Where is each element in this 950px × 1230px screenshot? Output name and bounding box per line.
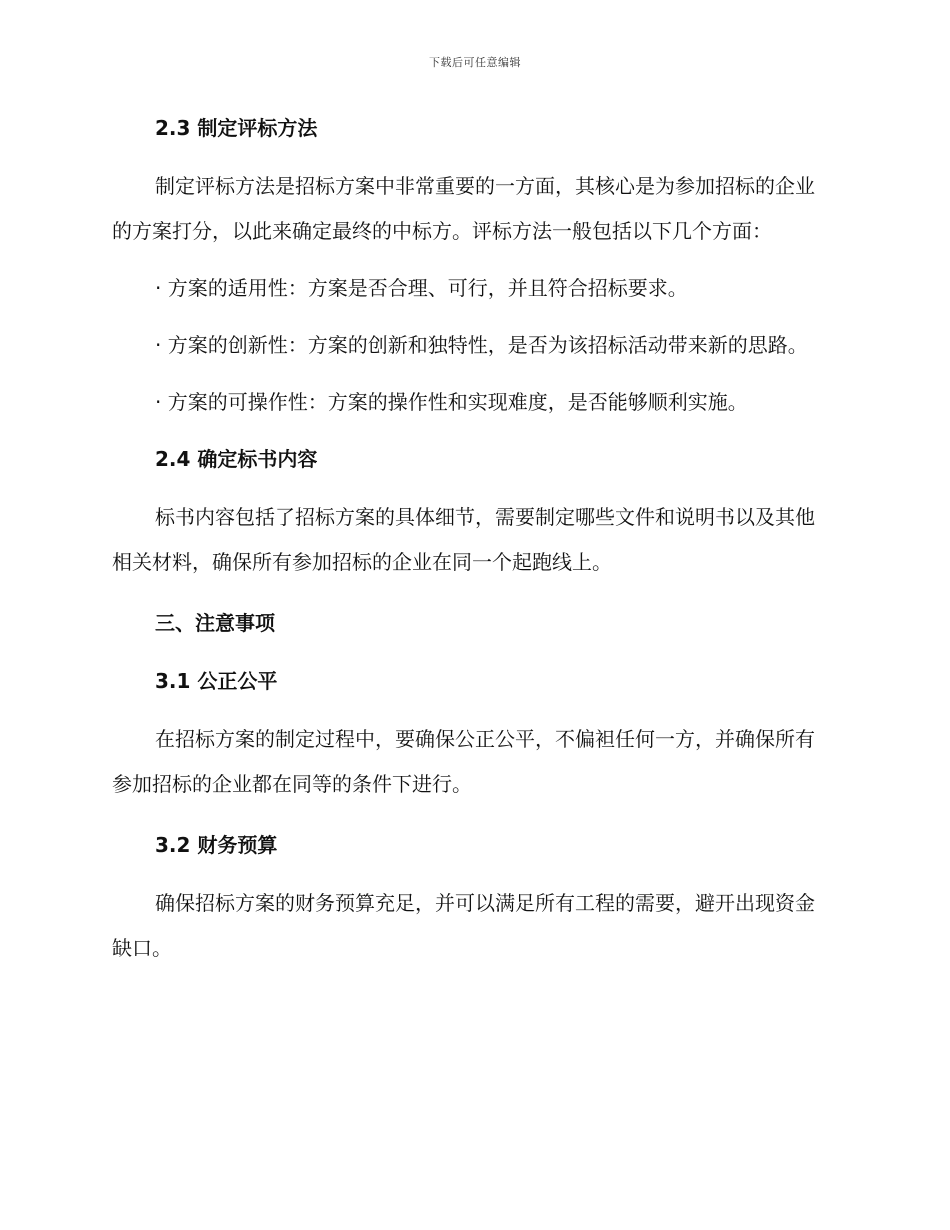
paragraph-evaluation-intro: 制定评标方法是招标方案中非常重要的一方面，其核心是为参加招标的企业的方案打分，以此来确定最终的中标方。评标方法一般包括以下几个方面： xyxy=(112,174,815,243)
bullet-applicability: · 方案的适用性：方案是否合理、可行，并且符合招标要求。 xyxy=(155,276,688,300)
paragraph-budget: 确保招标方案的财务预算充足，并可以满足所有工程的需要，避开出现资金缺口。 xyxy=(112,891,815,960)
heading-3-2: 3.2 财务预算 xyxy=(155,833,278,857)
paragraph-fairness: 在招标方案的制定过程中，要确保公正公平，不偏袒任何一方，并确保所有参加招标的企业都在同等的条件下进行。 xyxy=(112,727,815,796)
heading-2-3: 2.3 制定评标方法 xyxy=(155,116,318,140)
heading-3-1: 3.1 公正公平 xyxy=(155,669,278,693)
document-content xyxy=(112,112,832,971)
bullet-innovation: · 方案的创新性：方案的创新和独特性，是否为该招标活动带来新的思路。 xyxy=(155,333,808,357)
bullet-operability: · 方案的可操作性：方案的操作性和实现难度，是否能够顺利实施。 xyxy=(155,390,748,414)
header-note: 下载后可任意编辑 xyxy=(429,56,521,69)
heading-2-4: 2.4 确定标书内容 xyxy=(155,447,318,471)
paragraph-tender-content: 标书内容包括了招标方案的具体细节，需要制定哪些文件和说明书以及其他相关材料，确保所有参加招标的企业在同一个起跑线上。 xyxy=(112,505,815,574)
heading-section-3: 三、注意事项 xyxy=(155,611,275,635)
